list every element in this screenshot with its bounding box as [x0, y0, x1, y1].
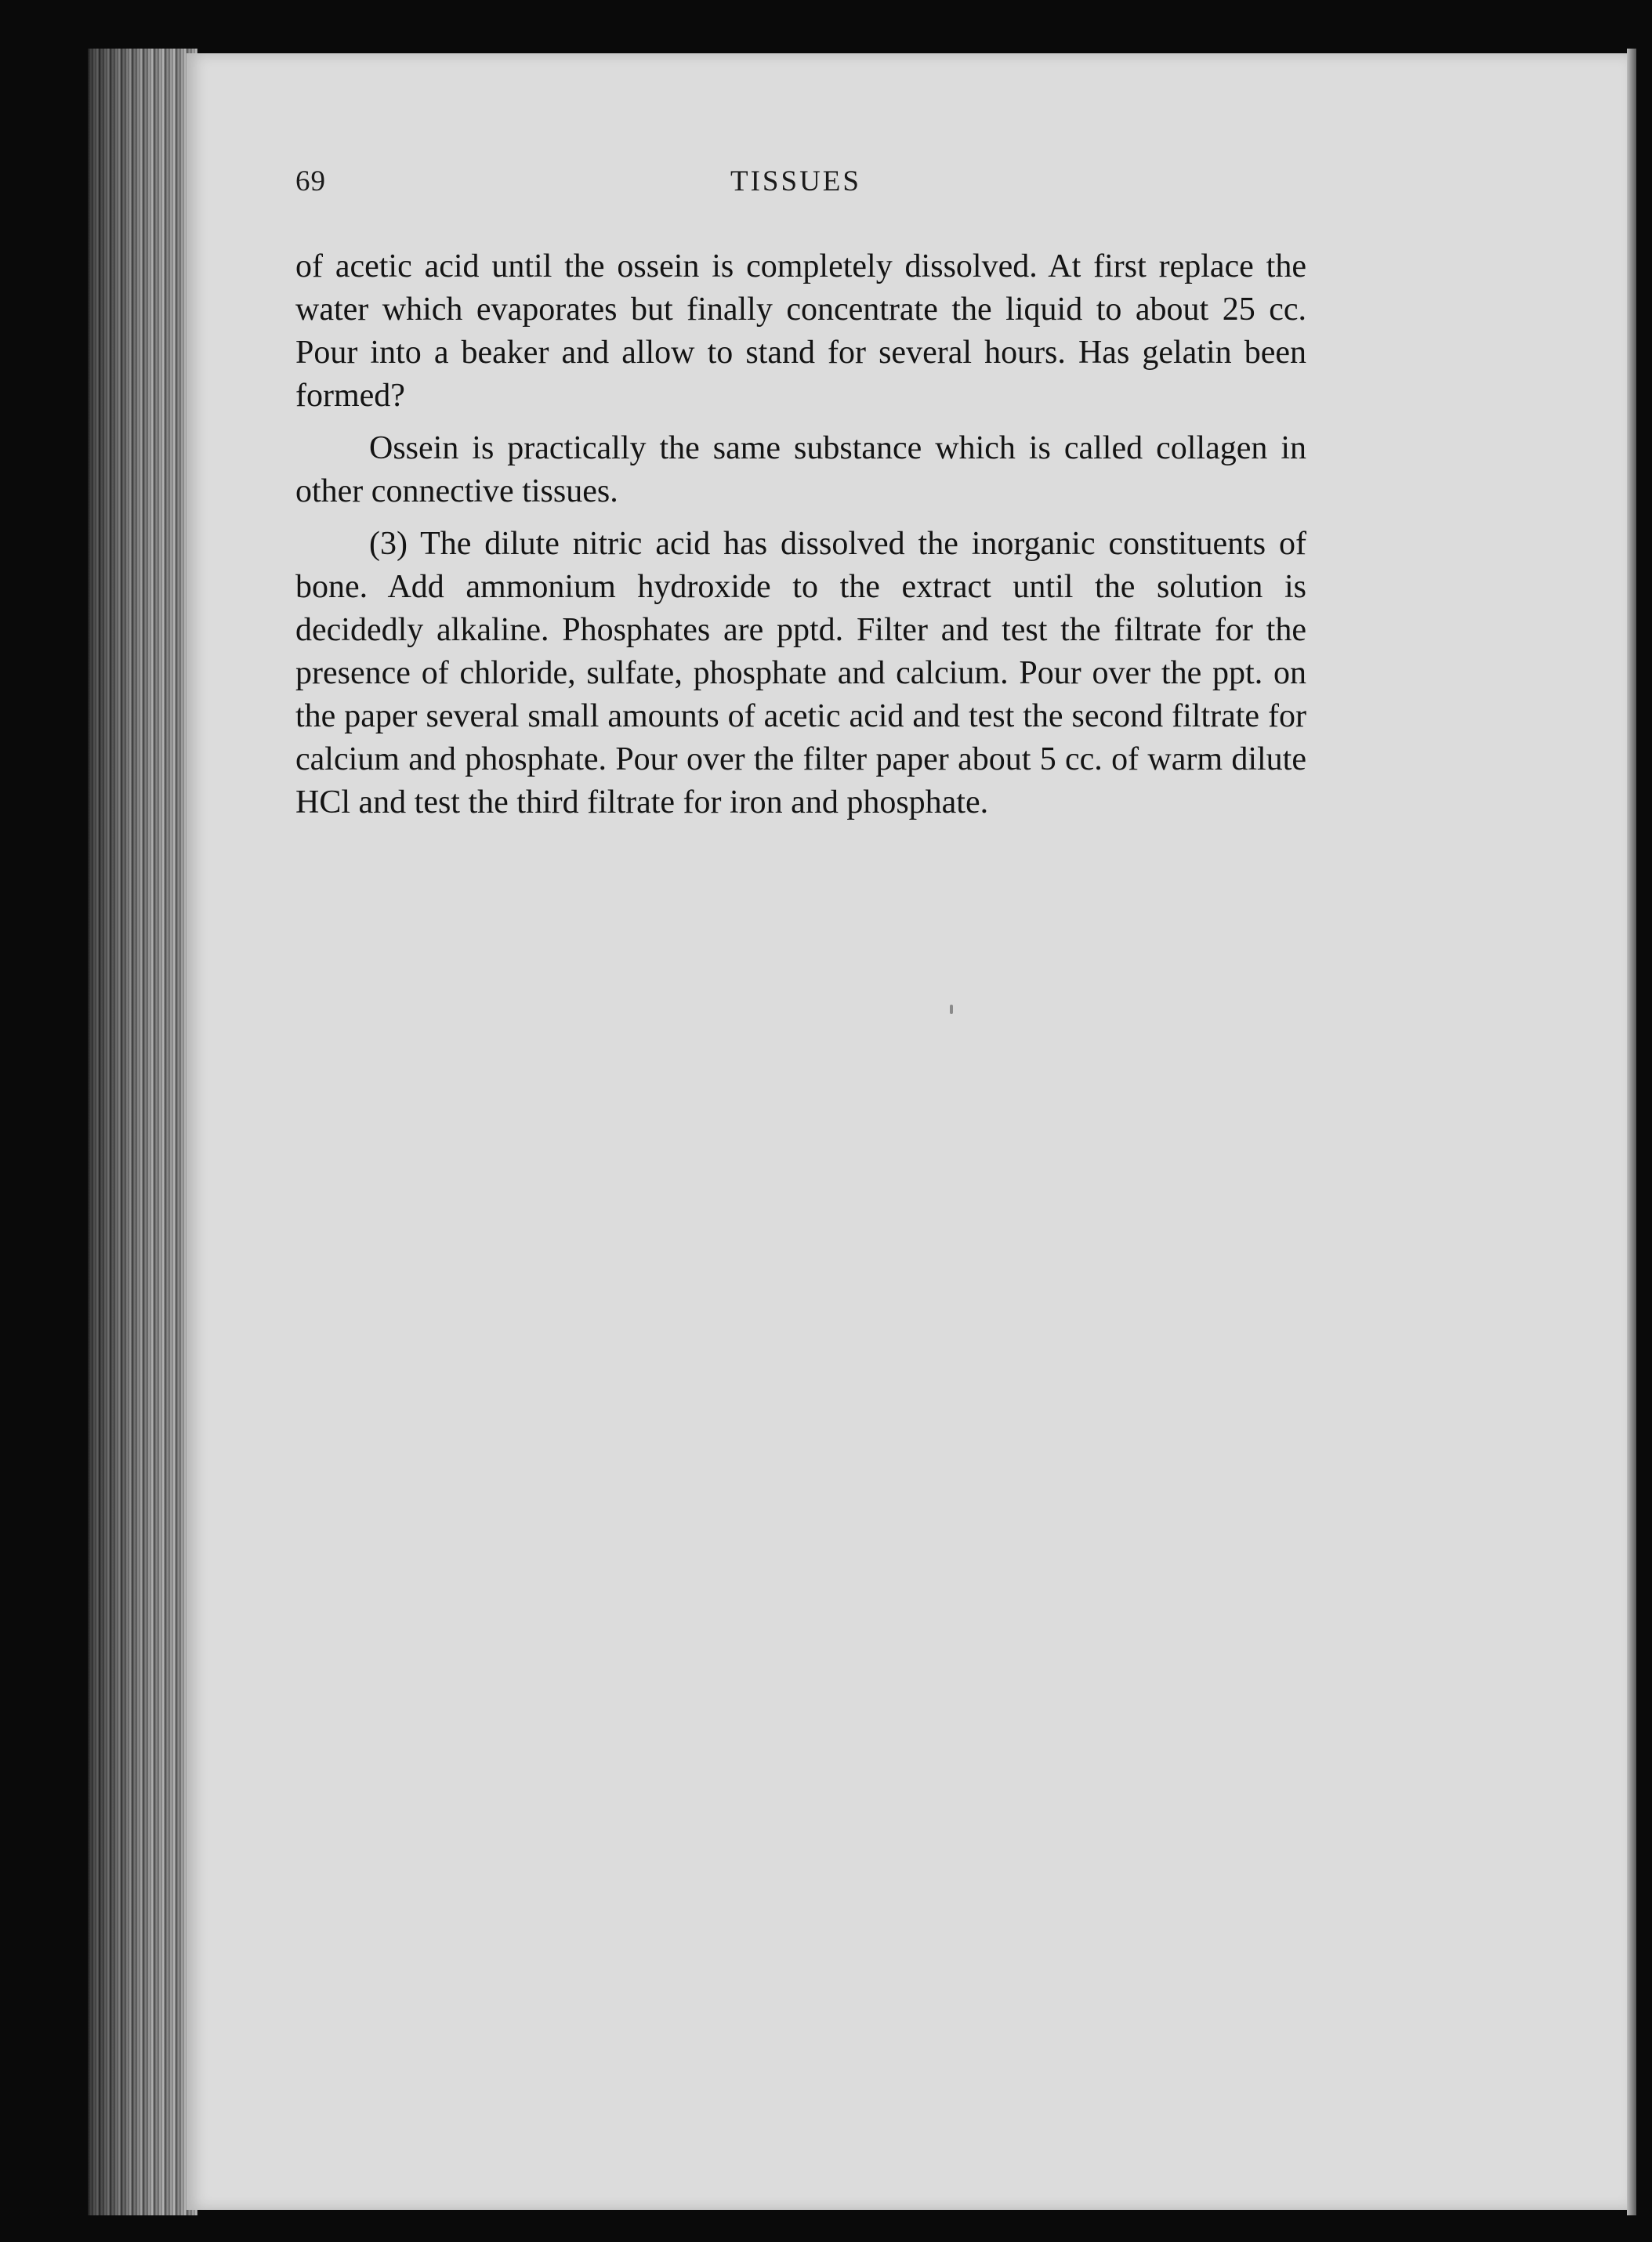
paragraph: Ossein is practically the same substance which is called collagen in other connective tissues. — [295, 430, 1306, 509]
scan-speck — [950, 1005, 953, 1014]
page-right-edge — [1627, 49, 1636, 2215]
book-page-edges — [88, 49, 197, 2215]
paragraph: (3) The dilute nitric acid has dissolved the inorganic constituents of bone. Add ammonium hydroxide to the extract until the solution is decidedly alkaline. Phosphates are pptd. Filter and test the filtrate for the presence of chloride, sulfate, phosphate and calcium. Pour over the ppt. on the paper several small amounts of acetic acid and test the second filtrate for calcium and phosphate. Pour over the filter paper about 5 cc. of warm dilute HCl and test the third filtrate for iron and phosphate. — [295, 526, 1306, 820]
page-number: 69 — [295, 165, 326, 197]
paragraph: of acetic acid until the ossein is completely dissolved. At first replace the water which evaporates but finally concentrate the liquid to about 25 cc. Pour into a beaker and allow to stand for several hours. Has gelatin been formed? — [295, 248, 1306, 414]
running-head: TISSUES — [730, 165, 861, 197]
body-text — [295, 245, 1306, 834]
